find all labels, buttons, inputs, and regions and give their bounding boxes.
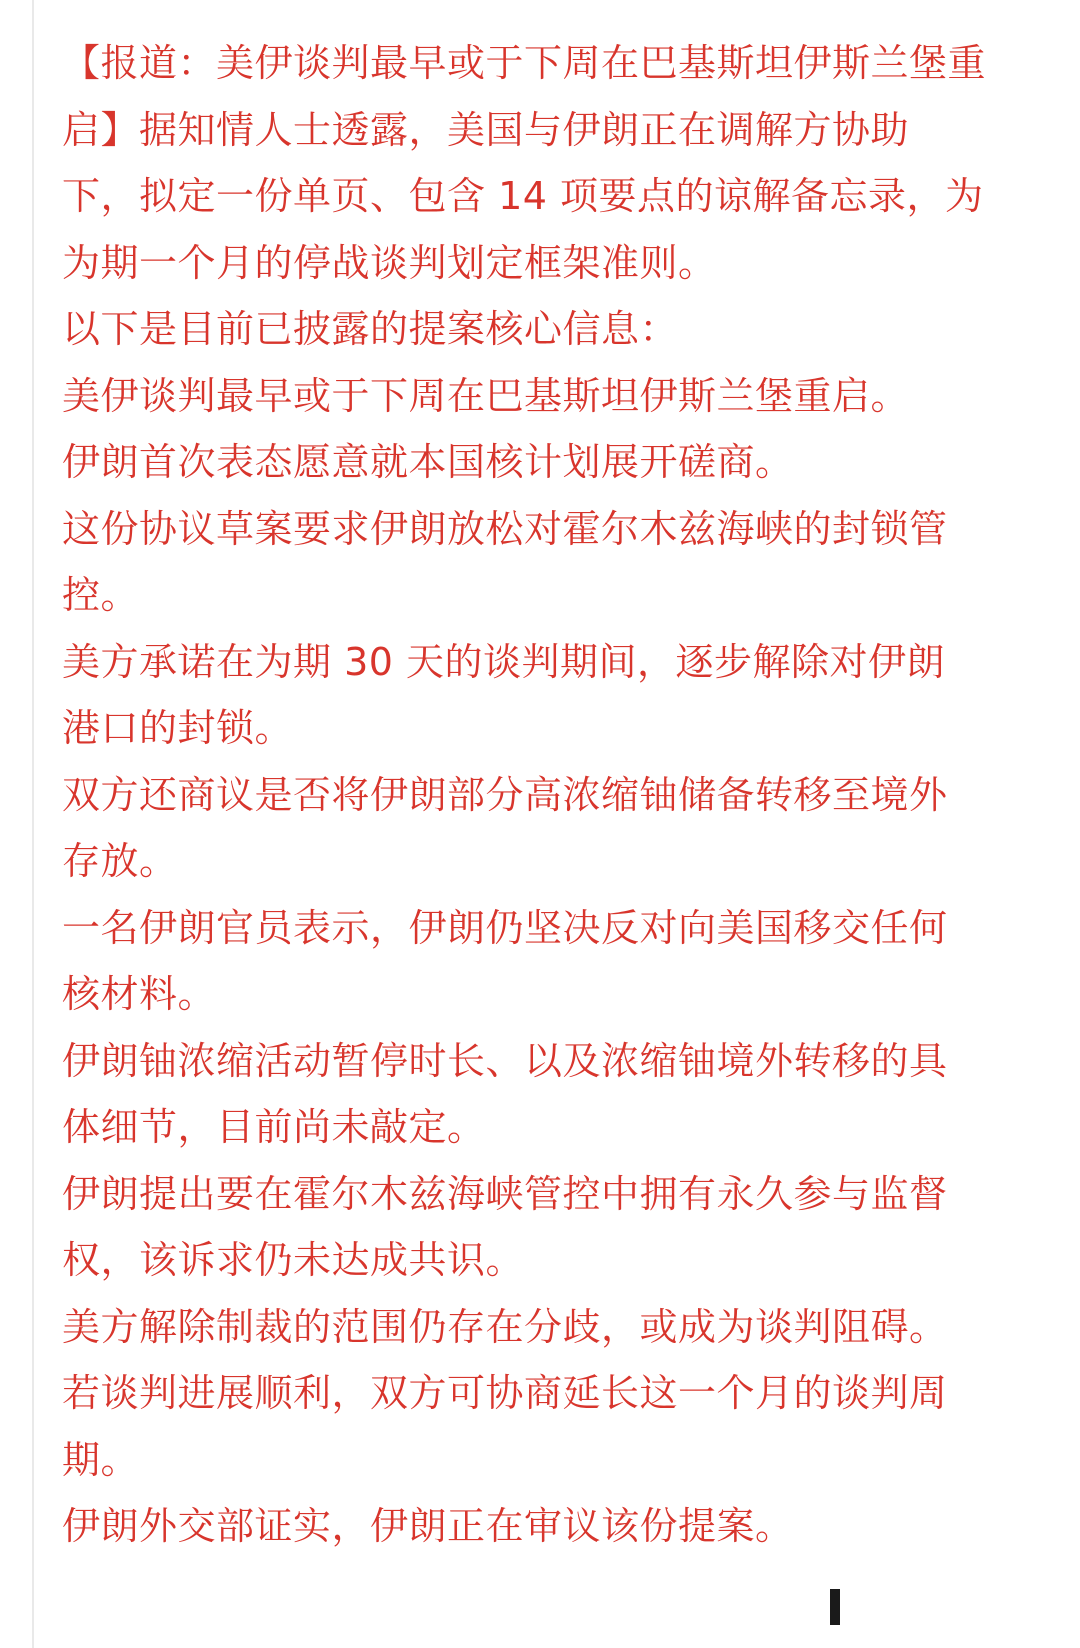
article-line: 控。 (62, 573, 140, 617)
article-line: 以下是目前已披露的提案核心信息： (62, 307, 679, 351)
article-line: 【报道：美伊谈判最早或于下周在巴基斯坦伊斯兰堡重 (62, 41, 987, 85)
article-line: 美方承诺在为期 30 天的谈判期间，逐步解除对伊朗 (62, 639, 946, 684)
article-line: 美伊谈判最早或于下周在巴基斯坦伊斯兰堡重启。 (62, 373, 910, 418)
article-line: 若谈判进展顺利，双方可协商延长这一个月的谈判周 (62, 1371, 948, 1415)
watermark (830, 1585, 1020, 1629)
watermark-bar-icon (830, 1589, 840, 1625)
article-line: 港口的封锁。 (62, 706, 294, 750)
article-line: 体细节，目前尚未敲定。 (62, 1105, 486, 1149)
article-line: 伊朗提出要在霍尔木兹海峡管控中拥有永久参与监督 (62, 1171, 948, 1216)
left-border-line (32, 0, 34, 1648)
article-body (62, 30, 1062, 1560)
article-line: 一名伊朗官员表示，伊朗仍坚决反对向美国移交任何 (62, 905, 948, 950)
article-line: 权，该诉求仍未达成共识。 (62, 1238, 525, 1282)
article-line: 期。 (62, 1437, 140, 1482)
article-line: 美方解除制裁的范围仍存在分歧，或成为谈判阻碍。 (62, 1304, 948, 1349)
article-line: 为期一个月的停战谈判划定框架准则。 (62, 240, 717, 285)
article-line: 双方还商议是否将伊朗部分高浓缩铀储备转移至境外 (62, 772, 948, 817)
article-line: 这份协议草案要求伊朗放松对霍尔木兹海峡的封锁管 (62, 506, 948, 551)
article-line: 伊朗铀浓缩活动暂停时长、以及浓缩铀境外转移的具 (62, 1038, 948, 1083)
article-line: 伊朗首次表态愿意就本国核计划展开磋商。 (62, 440, 794, 484)
article-line: 核材料。 (62, 972, 217, 1016)
article-line: 下，拟定一份单页、包含 14 项要点的谅解备忘录，为 (62, 174, 984, 218)
article-line: 存放。 (62, 839, 178, 883)
article-line: 启】据知情人士透露，美国与伊朗正在调解方协助 (62, 107, 910, 152)
article-line: 伊朗外交部证实，伊朗正在审议该份提案。 (62, 1504, 794, 1548)
